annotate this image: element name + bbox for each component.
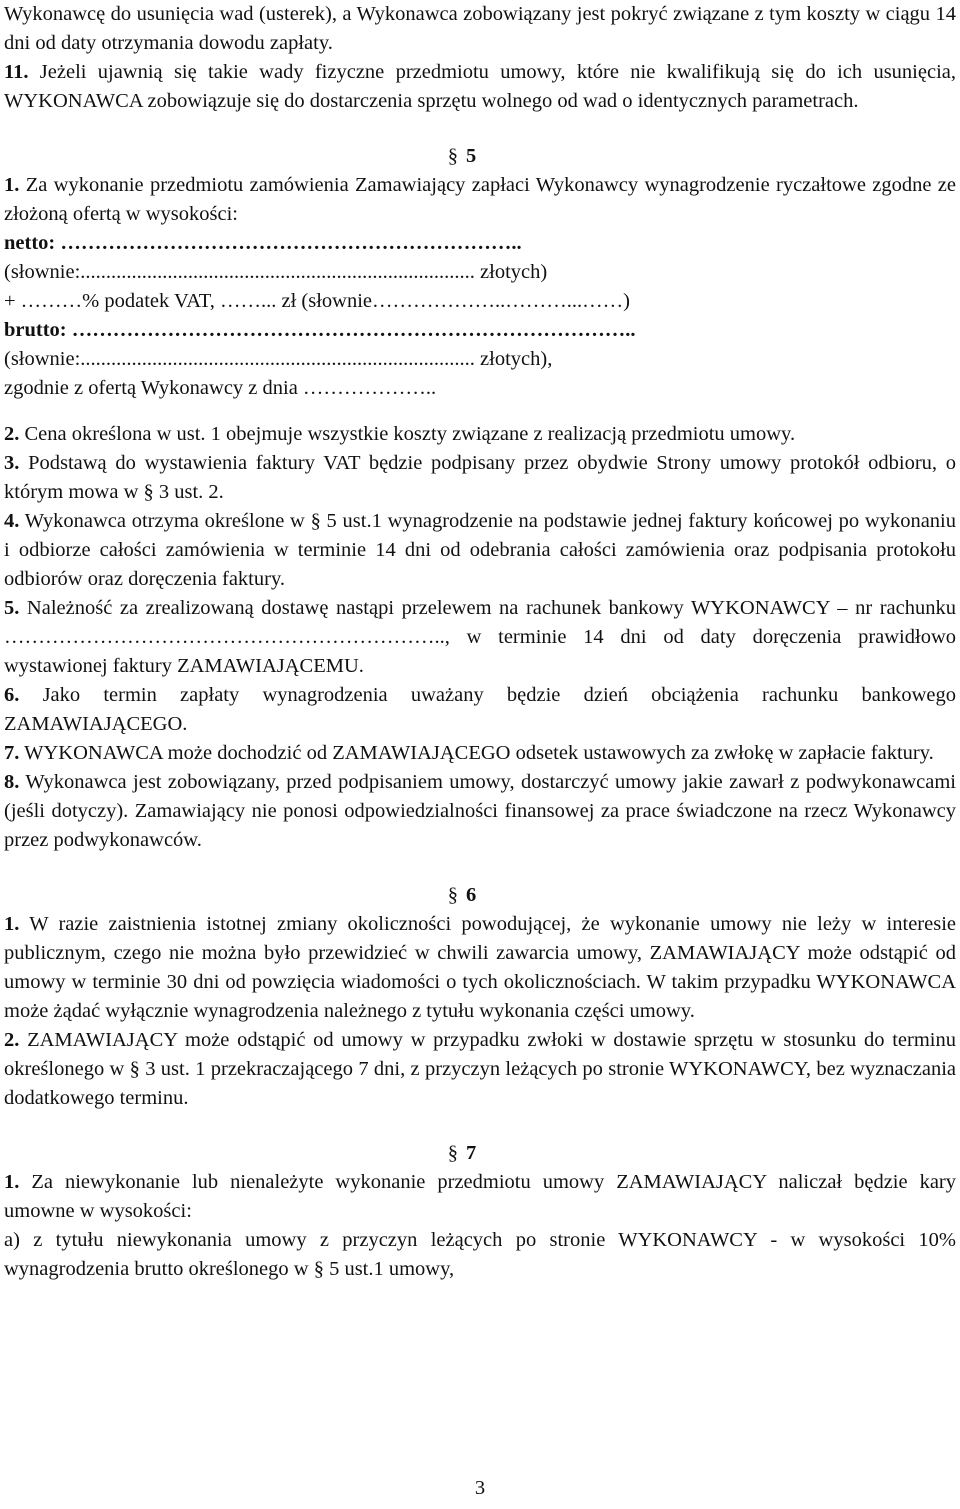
brutto-label: brutto: [4, 319, 67, 341]
oferta-line: zgodnie z ofertą Wykonawcy z dnia ……………….. [4, 377, 437, 399]
s5-paragraph-7 [4, 739, 956, 768]
paragraph-text: WYKONAWCA może dochodzić od ZAMAWIAJĄCEGO odsetek ustawowych za zwłokę w zapłacie faktury. [19, 742, 934, 764]
paragraph-text: ZAMAWIAJĄCY może odstąpić od umowy w przypadku zwłoki w dostawie sprzętu w stosunku do terminu określonego w § 3 ust. 1 przekraczającego 7 dni, z przyczyn leżących po stronie WYKONAWCY, bez wyznaczania dodatkowego terminu. [4, 1029, 956, 1109]
paragraph-text: Za niewykonanie lub nienależyte wykonanie przedmiotu umowy ZAMAWIAJĄCY naliczał będzie kary umowne w wysokości: [4, 1171, 956, 1222]
page-number: 3 [474, 1477, 486, 1499]
vat-line: + ………% podatek VAT, ……... zł (słownie………………..………...……) [4, 290, 630, 312]
paragraph-number: 2. [4, 423, 20, 445]
paragraph-number: 7. [4, 742, 20, 764]
paragraph-continuation: Wykonawcę do usunięcia wad (usterek), a Wykonawca zobowiązany jest pokryć związane z tym koszty w ciągu 14 dni od daty otrzymania dowodu zapłaty. [4, 3, 956, 54]
section-heading-5 [4, 142, 956, 171]
slownie-line-1: (słownie:............................................................................. złotych) [4, 261, 548, 283]
paragraph-number: 8. [4, 771, 20, 793]
paragraph-text: Za wykonanie przedmiotu zamówienia Zamawiający zapłaci Wykonawcy wynagrodzenie ryczałtowe zgodne ze złożoną ofertą w wysokości: [4, 174, 956, 225]
s7-paragraph-a: a) z tytułu niewykonania umowy z przyczyn leżących po stronie WYKONAWCY - w wysokości 10% wynagrodzenia brutto określonego w § 5 ust.1 umowy, [4, 1229, 956, 1280]
paragraph-number: 4. [4, 510, 20, 532]
netto-label: netto: [4, 232, 56, 254]
s5-paragraph-6 [4, 681, 956, 739]
paragraph-number: 11. [4, 61, 29, 83]
s6-paragraph-1 [4, 910, 956, 1026]
brutto-blank: ……………………………………………………………………….. [66, 319, 636, 341]
paragraph-text: Cena określona w ust. 1 obejmuje wszystkie koszty związane z realizacją przedmiotu umowy. [19, 423, 796, 445]
s5-paragraph-3 [4, 449, 956, 507]
netto-line [4, 229, 956, 258]
paragraph-number: 3. [4, 452, 20, 474]
slownie-line-2: (słownie:............................................................................. złotych), [4, 348, 553, 370]
paragraph-text: Jako termin zapłaty wynagrodzenia uważany będzie dzień obciążenia rachunku bankowego ZAMAWIAJĄCEGO. [4, 684, 956, 735]
paragraph-text: Wykonawca otrzyma określone w § 5 ust.1 wynagrodzenie na podstawie jednej faktury końcowej po wykonaniu i odbiorze całości zamówienia w terminie 14 dni od odebrania całości zamówienia oraz podpisania protokołu odbiorów oraz doręczenia faktury. [4, 510, 956, 590]
paragraph-number: 6. [4, 684, 20, 706]
spacer [4, 1113, 956, 1139]
paragraph-text: Wykonawca jest zobowiązany, przed podpisaniem umowy, dostarczyć umowy jakie zawarł z podwykonawcami (jeśli dotyczy). Zamawiający nie ponosi odpowiedzialności finansowej za prace świadczone na rzecz Wykonawcy przez podwykonawców. [4, 771, 956, 851]
section-heading-7 [4, 1139, 956, 1168]
s7-paragraph-1 [4, 1168, 956, 1226]
paragraph-number: 1. [4, 174, 20, 196]
paragraph-number: 1. [4, 1171, 20, 1193]
paragraph-number: 1. [4, 913, 20, 935]
paragraph-text: Należność za zrealizowaną dostawę nastąpi przelewem na rachunek bankowy WYKONAWCY – nr rachunku ……………………………………………………….., w terminie 14 dni od daty doręczenia prawidłowo wystawionej faktury ZAMAWIAJĄCEMU. [4, 597, 956, 677]
section-sign: § [447, 145, 458, 167]
paragraph-text: Podstawą do wystawienia faktury VAT będzie podpisany przez obydwie Strony umowy protokół odbioru, o którym mowa w § 3 ust. 2. [4, 452, 956, 503]
spacer [4, 116, 956, 142]
s5-paragraph-8 [4, 768, 956, 855]
section-number: 7 [466, 1142, 477, 1164]
s6-paragraph-2 [4, 1026, 956, 1113]
netto-blank: ………………………………………………………….. [55, 232, 522, 254]
section-number: 5 [466, 145, 477, 167]
spacer [4, 855, 956, 881]
section-heading-6 [4, 881, 956, 910]
section-sign: § [447, 1142, 458, 1164]
paragraph-number: 2. [4, 1029, 20, 1051]
section-sign: § [447, 884, 458, 906]
spacer [4, 403, 956, 420]
paragraph-text: W razie zaistnienia istotnej zmiany okoliczności powodującej, że wykonanie umowy nie leży w interesie publicznym, czego nie można było przewidzieć w chwili zawarcia umowy, ZAMAWIAJĄCY może odstąpić od umowy w terminie 30 dni od powzięcia wiadomości o tych okolicznościach. W takim przypadku WYKONAWCA może żądać wyłącznie wynagrodzenia należnego z tytułu wykonania części umowy. [4, 913, 956, 1022]
paragraph-text: Jeżeli ujawnią się takie wady fizyczne przedmiotu umowy, które nie kwalifikują się do ich usunięcia, WYKONAWCA zobowiązuje się do dostarczenia sprzętu wolnego od wad o identycznych parametrach. [4, 61, 956, 112]
section-number: 6 [466, 884, 477, 906]
document-page [4, 0, 956, 1284]
s5-paragraph-4 [4, 507, 956, 594]
s5-paragraph-5 [4, 594, 956, 681]
s5-paragraph-2 [4, 420, 956, 449]
brutto-line [4, 316, 956, 345]
paragraph-number: 5. [4, 597, 20, 619]
s5-paragraph-1 [4, 171, 956, 229]
paragraph-11 [4, 58, 956, 116]
